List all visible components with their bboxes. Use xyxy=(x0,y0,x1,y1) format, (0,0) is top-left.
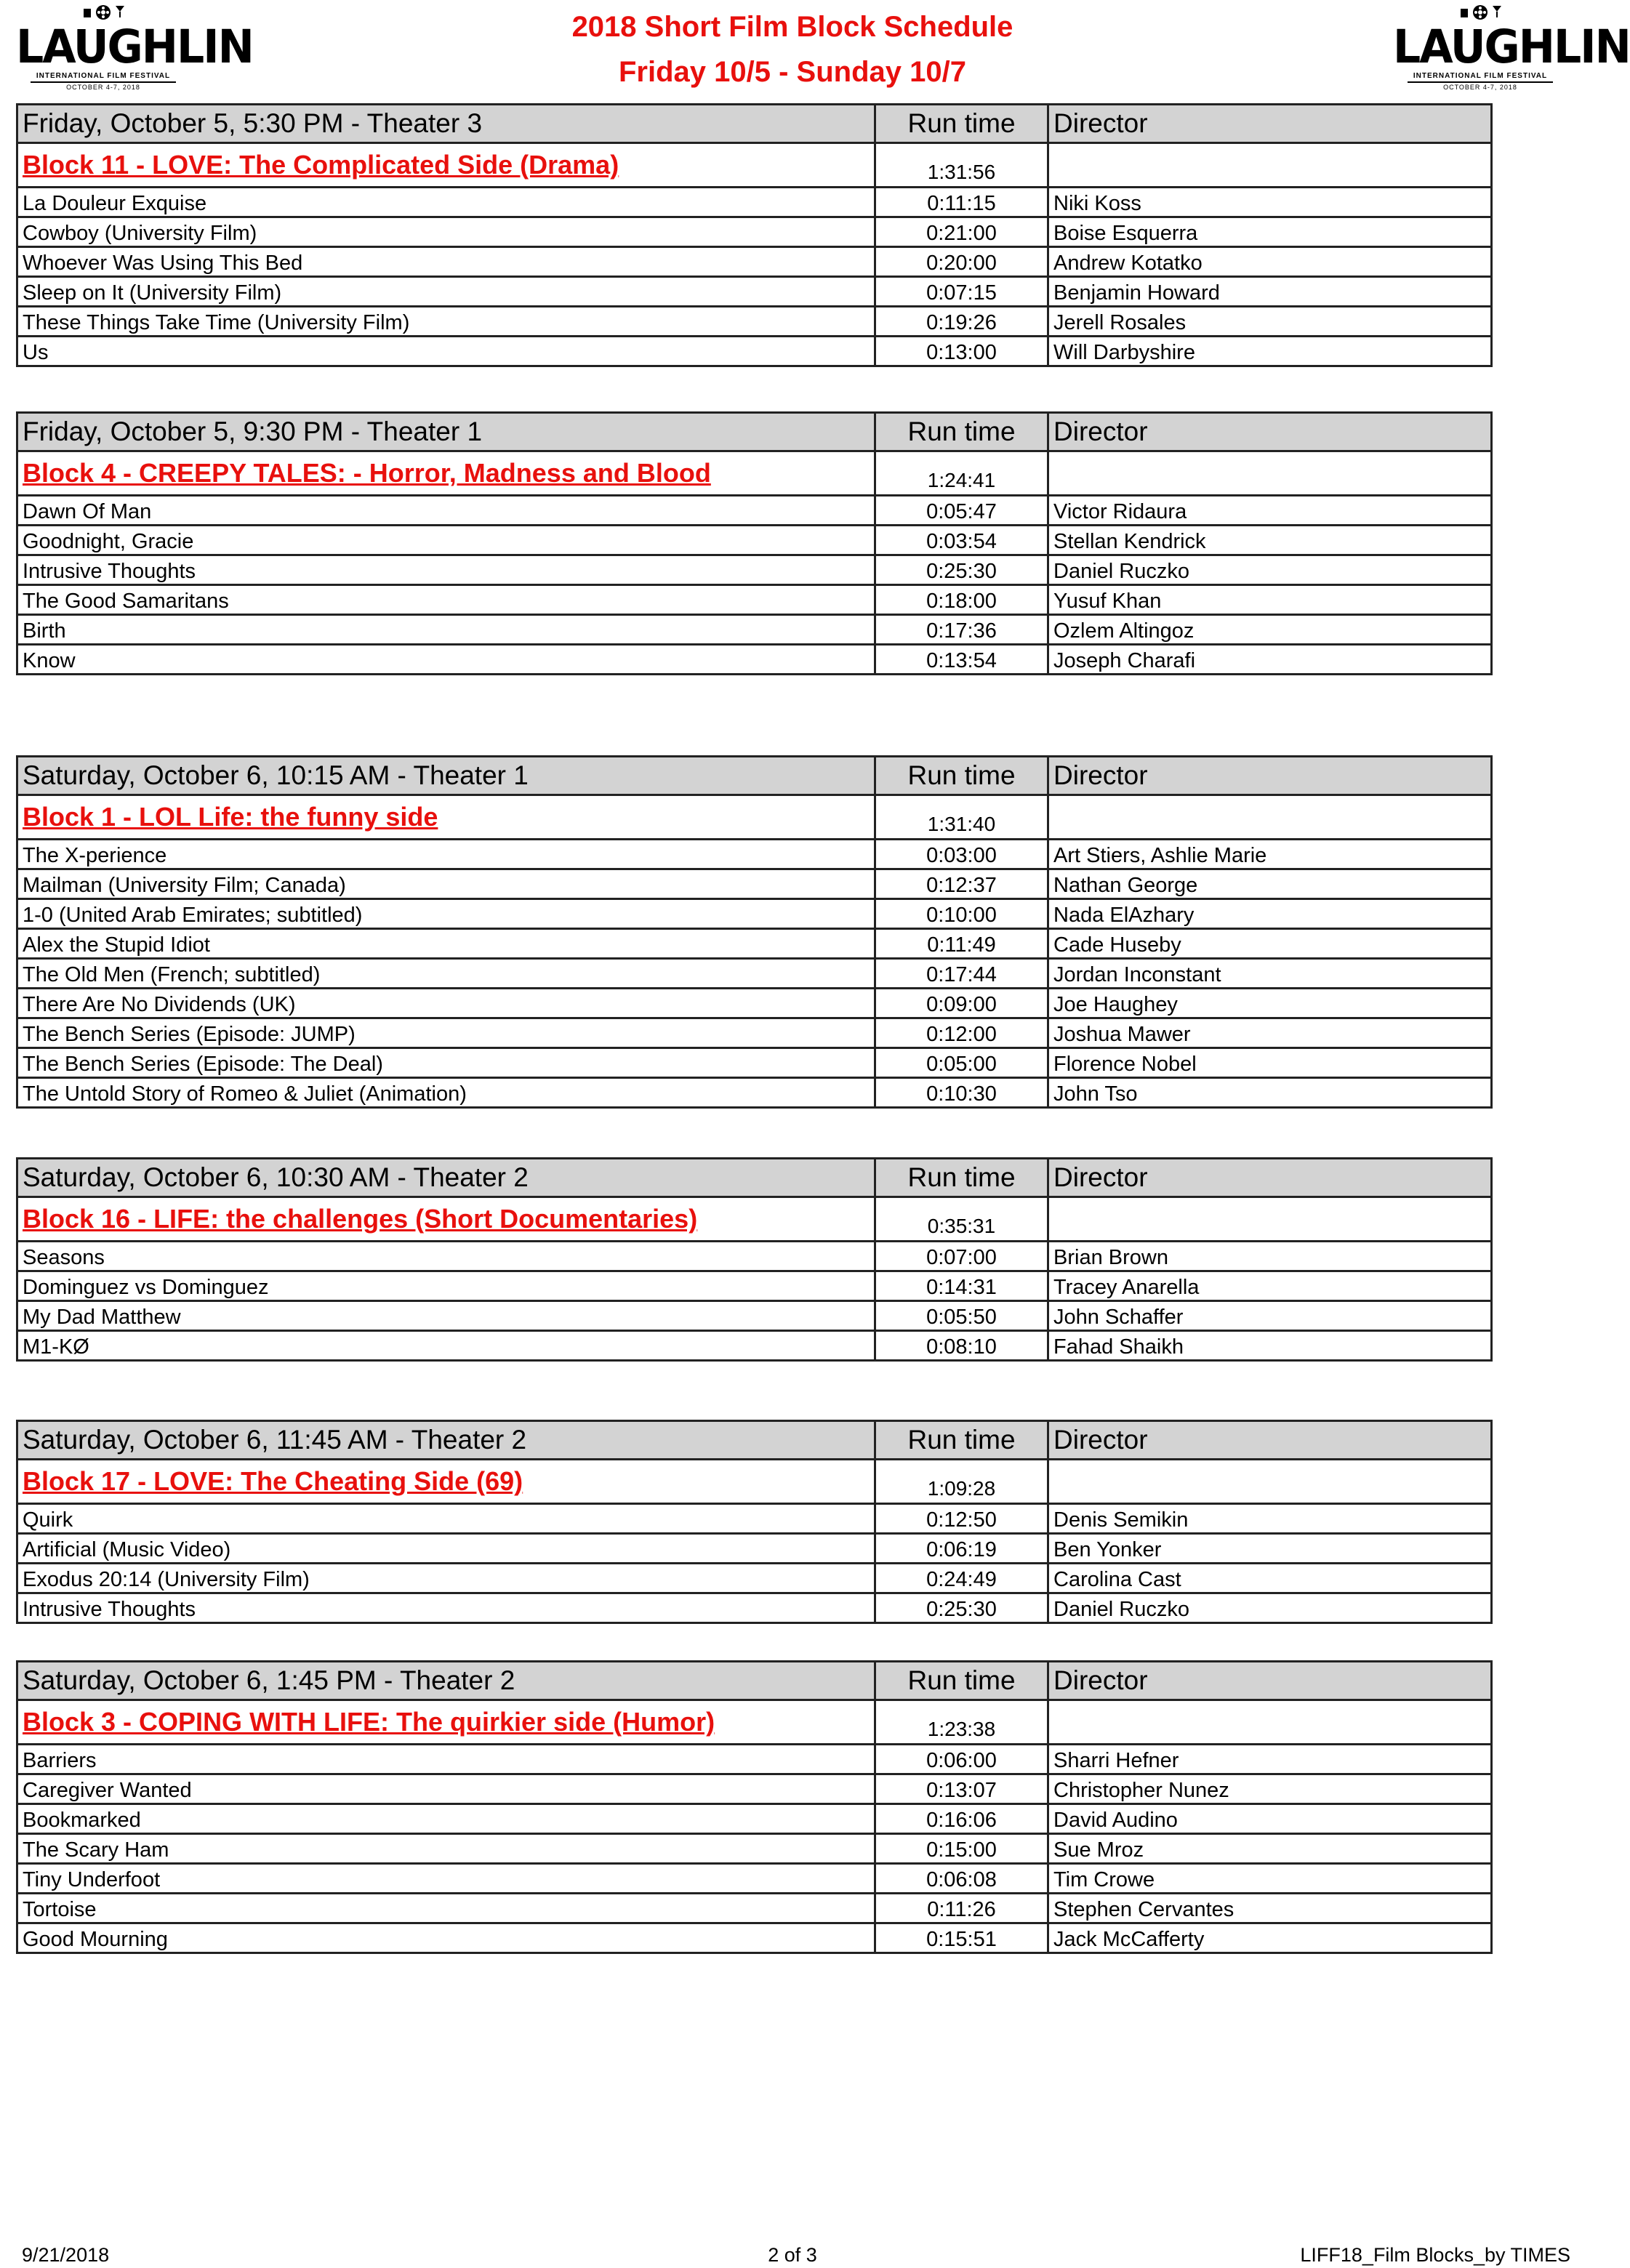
film-director: Christopher Nunez xyxy=(1048,1774,1492,1804)
session-header-row xyxy=(17,105,1492,143)
table-row xyxy=(17,217,1492,247)
table-row xyxy=(17,526,1492,555)
film-runtime: 0:05:00 xyxy=(875,1048,1048,1078)
film-director: Brian Brown xyxy=(1048,1242,1492,1271)
block-title-row xyxy=(17,795,1492,840)
schedule-table xyxy=(16,411,1493,675)
session-label: Saturday, October 6, 1:45 PM - Theater 2 xyxy=(17,1662,875,1700)
film-title: The Good Samaritans xyxy=(17,585,875,615)
film-title: Exodus 20:14 (University Film) xyxy=(17,1564,875,1593)
film-title: Know xyxy=(17,645,875,675)
director-column-header: Director xyxy=(1048,105,1492,143)
block-director-empty xyxy=(1048,1460,1492,1504)
block-title-row xyxy=(17,1460,1492,1504)
film-director: Ben Yonker xyxy=(1048,1534,1492,1564)
schedule-block xyxy=(16,1420,1490,1624)
film-runtime: 0:05:47 xyxy=(875,496,1048,526)
film-title: La Douleur Exquise xyxy=(17,188,875,217)
film-title: The Bench Series (Episode: JUMP) xyxy=(17,1018,875,1048)
table-row xyxy=(17,496,1492,526)
table-row xyxy=(17,1804,1492,1834)
film-title: Sleep on It (University Film) xyxy=(17,277,875,307)
schedule-block xyxy=(16,1157,1490,1362)
page-subtitle: Friday 10/5 - Sunday 10/7 xyxy=(619,56,966,88)
film-runtime: 0:08:10 xyxy=(875,1331,1048,1361)
film-director: Joseph Charafi xyxy=(1048,645,1492,675)
block-title: Block 16 - LIFE: the challenges (Short Documentaries) xyxy=(17,1197,875,1242)
table-row xyxy=(17,247,1492,277)
film-runtime: 0:15:51 xyxy=(875,1923,1048,1953)
film-director: Florence Nobel xyxy=(1048,1048,1492,1078)
session-header-row xyxy=(17,757,1492,795)
film-director: John Schaffer xyxy=(1048,1301,1492,1331)
block-title: Block 11 - LOVE: The Complicated Side (Drama) xyxy=(17,143,875,188)
page-title: 2018 Short Film Block Schedule xyxy=(571,11,1013,43)
logo-wordmark: LAUGHLIN xyxy=(16,20,253,74)
block-title: Block 17 - LOVE: The Cheating Side (69) xyxy=(17,1460,875,1504)
film-director: Jordan Inconstant xyxy=(1048,959,1492,989)
film-runtime: 0:06:08 xyxy=(875,1864,1048,1894)
block-total-runtime: 1:24:41 xyxy=(875,451,1048,496)
block-director-empty xyxy=(1048,1700,1492,1745)
schedule-block xyxy=(16,103,1490,367)
logo-subtitle: INTERNATIONAL FILM FESTIVAL xyxy=(36,72,171,80)
film-director: Tim Crowe xyxy=(1048,1864,1492,1894)
film-runtime: 0:17:44 xyxy=(875,959,1048,989)
film-title: Alex the Stupid Idiot xyxy=(17,929,875,959)
table-row xyxy=(17,1242,1492,1271)
film-director: Stephen Cervantes xyxy=(1048,1894,1492,1923)
film-director: Denis Semikin xyxy=(1048,1504,1492,1534)
film-director: Yusuf Khan xyxy=(1048,585,1492,615)
film-director: Jerell Rosales xyxy=(1048,307,1492,337)
film-director: Nathan George xyxy=(1048,869,1492,899)
block-title-row xyxy=(17,143,1492,188)
table-row xyxy=(17,1331,1492,1361)
film-runtime: 0:03:54 xyxy=(875,526,1048,555)
film-director: Stellan Kendrick xyxy=(1048,526,1492,555)
table-row xyxy=(17,1534,1492,1564)
film-director: Fahad Shaikh xyxy=(1048,1331,1492,1361)
film-runtime: 0:10:00 xyxy=(875,899,1048,929)
table-row xyxy=(17,869,1492,899)
film-runtime: 0:06:19 xyxy=(875,1534,1048,1564)
block-director-empty xyxy=(1048,143,1492,188)
film-director: Sharri Hefner xyxy=(1048,1745,1492,1774)
film-title: Barriers xyxy=(17,1745,875,1774)
film-runtime: 0:24:49 xyxy=(875,1564,1048,1593)
film-runtime: 0:19:26 xyxy=(875,307,1048,337)
film-director: Carolina Cast xyxy=(1048,1564,1492,1593)
runtime-column-header: Run time xyxy=(875,105,1048,143)
schedule-table xyxy=(16,1420,1493,1624)
film-runtime: 0:11:49 xyxy=(875,929,1048,959)
runtime-column-header: Run time xyxy=(875,413,1048,451)
film-runtime: 0:13:00 xyxy=(875,337,1048,366)
table-row xyxy=(17,1018,1492,1048)
table-row xyxy=(17,1564,1492,1593)
film-director: David Audino xyxy=(1048,1804,1492,1834)
film-director: Sue Mroz xyxy=(1048,1834,1492,1864)
film-title: Us xyxy=(17,337,875,366)
film-title: Artificial (Music Video) xyxy=(17,1534,875,1564)
block-total-runtime: 1:23:38 xyxy=(875,1700,1048,1745)
table-row xyxy=(17,277,1492,307)
film-reel-icon xyxy=(16,3,190,22)
block-total-runtime: 1:09:28 xyxy=(875,1460,1048,1504)
film-director: Will Darbyshire xyxy=(1048,337,1492,366)
footer-filename: LIFF18_Film Blocks_by TIMES xyxy=(1300,2244,1570,2266)
film-director: Niki Koss xyxy=(1048,188,1492,217)
film-runtime: 0:12:37 xyxy=(875,869,1048,899)
film-title: Quirk xyxy=(17,1504,875,1534)
film-runtime: 0:07:00 xyxy=(875,1242,1048,1271)
film-title: Seasons xyxy=(17,1242,875,1271)
session-label: Saturday, October 6, 10:30 AM - Theater 2 xyxy=(17,1159,875,1197)
film-runtime: 0:25:30 xyxy=(875,1593,1048,1623)
film-title: Good Mourning xyxy=(17,1923,875,1953)
block-total-runtime: 1:31:56 xyxy=(875,143,1048,188)
block-title: Block 1 - LOL Life: the funny side xyxy=(17,795,875,840)
film-title: These Things Take Time (University Film) xyxy=(17,307,875,337)
table-row xyxy=(17,615,1492,645)
film-title: There Are No Dividends (UK) xyxy=(17,989,875,1018)
runtime-column-header: Run time xyxy=(875,1159,1048,1197)
logo-date: OCTOBER 4-7, 2018 xyxy=(1408,81,1553,92)
table-row xyxy=(17,585,1492,615)
table-row xyxy=(17,840,1492,869)
table-row xyxy=(17,1923,1492,1953)
table-row xyxy=(17,337,1492,366)
film-title: Mailman (University Film; Canada) xyxy=(17,869,875,899)
film-title: The Scary Ham xyxy=(17,1834,875,1864)
table-row xyxy=(17,307,1492,337)
block-director-empty xyxy=(1048,795,1492,840)
film-director: Art Stiers, Ashlie Marie xyxy=(1048,840,1492,869)
block-total-runtime: 1:31:40 xyxy=(875,795,1048,840)
table-row xyxy=(17,1504,1492,1534)
session-header-row xyxy=(17,1421,1492,1460)
session-label: Saturday, October 6, 11:45 AM - Theater 2 xyxy=(17,1421,875,1460)
film-runtime: 0:09:00 xyxy=(875,989,1048,1018)
film-director: Victor Ridaura xyxy=(1048,496,1492,526)
runtime-column-header: Run time xyxy=(875,757,1048,795)
session-header-row xyxy=(17,1159,1492,1197)
film-title: Birth xyxy=(17,615,875,645)
film-runtime: 0:20:00 xyxy=(875,247,1048,277)
table-row xyxy=(17,555,1492,585)
session-label: Friday, October 5, 5:30 PM - Theater 3 xyxy=(17,105,875,143)
film-title: Goodnight, Gracie xyxy=(17,526,875,555)
film-director: Andrew Kotatko xyxy=(1048,247,1492,277)
film-runtime: 0:18:00 xyxy=(875,585,1048,615)
festival-logo-right xyxy=(1393,3,1630,99)
film-director: John Tso xyxy=(1048,1078,1492,1108)
film-title: Dawn Of Man xyxy=(17,496,875,526)
schedule-block xyxy=(16,1660,1490,1954)
block-title-row xyxy=(17,451,1492,496)
film-title: The Old Men (French; subtitled) xyxy=(17,959,875,989)
film-runtime: 0:10:30 xyxy=(875,1078,1048,1108)
block-total-runtime: 0:35:31 xyxy=(875,1197,1048,1242)
director-column-header: Director xyxy=(1048,1159,1492,1197)
table-row xyxy=(17,899,1492,929)
block-title-row xyxy=(17,1700,1492,1745)
film-title: Dominguez vs Dominguez xyxy=(17,1271,875,1301)
film-director: Ozlem Altingoz xyxy=(1048,615,1492,645)
session-header-row xyxy=(17,1662,1492,1700)
film-title: Cowboy (University Film) xyxy=(17,217,875,247)
film-title: Intrusive Thoughts xyxy=(17,555,875,585)
film-title: Whoever Was Using This Bed xyxy=(17,247,875,277)
schedule-table xyxy=(16,755,1493,1109)
schedule-table xyxy=(16,103,1493,367)
film-runtime: 0:13:54 xyxy=(875,645,1048,675)
film-runtime: 0:05:50 xyxy=(875,1301,1048,1331)
film-runtime: 0:07:15 xyxy=(875,277,1048,307)
film-director: Nada ElAzhary xyxy=(1048,899,1492,929)
film-director: Boise Esquerra xyxy=(1048,217,1492,247)
film-director: Joshua Mawer xyxy=(1048,1018,1492,1048)
table-row xyxy=(17,959,1492,989)
logo-subtitle: INTERNATIONAL FILM FESTIVAL xyxy=(1413,72,1548,80)
table-row xyxy=(17,1271,1492,1301)
session-label: Friday, October 5, 9:30 PM - Theater 1 xyxy=(17,413,875,451)
runtime-column-header: Run time xyxy=(875,1662,1048,1700)
film-director: Daniel Ruczko xyxy=(1048,555,1492,585)
film-title: Bookmarked xyxy=(17,1804,875,1834)
director-column-header: Director xyxy=(1048,1421,1492,1460)
session-label: Saturday, October 6, 10:15 AM - Theater 1 xyxy=(17,757,875,795)
table-row xyxy=(17,1774,1492,1804)
director-column-header: Director xyxy=(1048,413,1492,451)
film-director: Tracey Anarella xyxy=(1048,1271,1492,1301)
schedule-block xyxy=(16,411,1490,675)
film-title: 1-0 (United Arab Emirates; subtitled) xyxy=(17,899,875,929)
block-director-empty xyxy=(1048,1197,1492,1242)
table-row xyxy=(17,1834,1492,1864)
block-title: Block 4 - CREEPY TALES: - Horror, Madness and Blood xyxy=(17,451,875,496)
director-column-header: Director xyxy=(1048,1662,1492,1700)
film-title: M1-KØ xyxy=(17,1331,875,1361)
film-director: Cade Huseby xyxy=(1048,929,1492,959)
film-director: Jack McCafferty xyxy=(1048,1923,1492,1953)
film-runtime: 0:13:07 xyxy=(875,1774,1048,1804)
film-title: Intrusive Thoughts xyxy=(17,1593,875,1623)
logo-wordmark: LAUGHLIN xyxy=(1393,20,1630,74)
film-title: Tortoise xyxy=(17,1894,875,1923)
film-runtime: 0:21:00 xyxy=(875,217,1048,247)
film-director: Daniel Ruczko xyxy=(1048,1593,1492,1623)
film-runtime: 0:16:06 xyxy=(875,1804,1048,1834)
logo-date: OCTOBER 4-7, 2018 xyxy=(31,81,176,92)
block-title-row xyxy=(17,1197,1492,1242)
table-row xyxy=(17,645,1492,675)
film-runtime: 0:11:15 xyxy=(875,188,1048,217)
runtime-column-header: Run time xyxy=(875,1421,1048,1460)
schedule-table xyxy=(16,1157,1493,1362)
film-runtime: 0:17:36 xyxy=(875,615,1048,645)
film-reel-icon xyxy=(1393,3,1567,22)
film-runtime: 0:03:00 xyxy=(875,840,1048,869)
schedule-table xyxy=(16,1660,1493,1954)
film-title: Caregiver Wanted xyxy=(17,1774,875,1804)
footer-date: 9/21/2018 xyxy=(22,2244,110,2266)
director-column-header: Director xyxy=(1048,757,1492,795)
table-row xyxy=(17,989,1492,1018)
film-title: My Dad Matthew xyxy=(17,1301,875,1331)
film-title: The Untold Story of Romeo & Juliet (Animation) xyxy=(17,1078,875,1108)
film-runtime: 0:15:00 xyxy=(875,1834,1048,1864)
festival-logo-left xyxy=(16,3,253,99)
film-director: Joe Haughey xyxy=(1048,989,1492,1018)
block-director-empty xyxy=(1048,451,1492,496)
table-row xyxy=(17,1745,1492,1774)
film-runtime: 0:11:26 xyxy=(875,1894,1048,1923)
film-runtime: 0:06:00 xyxy=(875,1745,1048,1774)
footer-page-number: 2 of 3 xyxy=(768,2244,817,2266)
film-title: Tiny Underfoot xyxy=(17,1864,875,1894)
film-runtime: 0:25:30 xyxy=(875,555,1048,585)
film-title: The Bench Series (Episode: The Deal) xyxy=(17,1048,875,1078)
film-runtime: 0:14:31 xyxy=(875,1271,1048,1301)
schedule-block xyxy=(16,755,1490,1109)
table-row xyxy=(17,1864,1492,1894)
table-row xyxy=(17,1301,1492,1331)
film-title: The X-perience xyxy=(17,840,875,869)
table-row xyxy=(17,188,1492,217)
table-row xyxy=(17,1894,1492,1923)
session-header-row xyxy=(17,413,1492,451)
film-runtime: 0:12:50 xyxy=(875,1504,1048,1534)
table-row xyxy=(17,1078,1492,1108)
block-title: Block 3 - COPING WITH LIFE: The quirkier side (Humor) xyxy=(17,1700,875,1745)
film-runtime: 0:12:00 xyxy=(875,1018,1048,1048)
film-director: Benjamin Howard xyxy=(1048,277,1492,307)
table-row xyxy=(17,1593,1492,1623)
table-row xyxy=(17,1048,1492,1078)
table-row xyxy=(17,929,1492,959)
